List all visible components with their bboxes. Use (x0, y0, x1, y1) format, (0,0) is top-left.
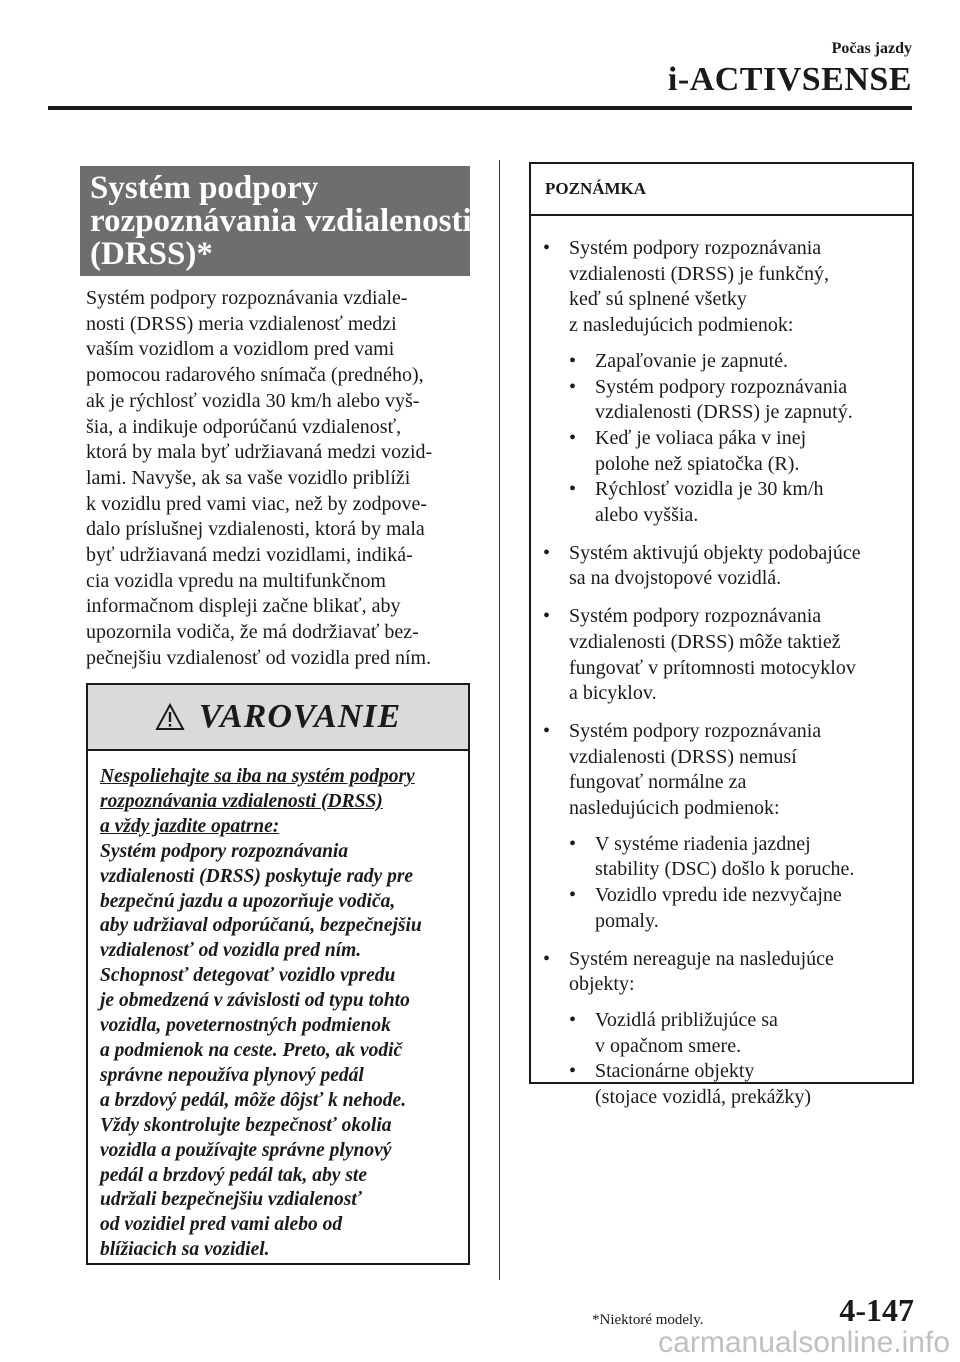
chapter-label: Počas jazdy (831, 40, 912, 57)
intro-line: pečnejšiu vzdialenosť od vozidla pred ním. (86, 646, 432, 669)
note-item-line: Systém podpory rozpoznávania (569, 237, 822, 259)
intro-line: šia, a indikuje odporúčanú vzdialenosť, (86, 415, 402, 438)
section-title-box (80, 166, 470, 276)
warning-line: od vozidiel pred vami alebo od (100, 1214, 343, 1236)
note-title: POZNÁMKA (531, 164, 912, 216)
page-number: 4-147 (839, 1292, 914, 1328)
note-subitem-line: V systéme riadenia jazdnej (595, 832, 811, 855)
note-subitem-line: Vozidlá približujúce sa (595, 1008, 778, 1031)
intro-line: ktorá by mala byť udržiavaná medzi vozid- (86, 441, 433, 464)
note-item-line: sa na dvojstopové vozidlá. (569, 567, 782, 590)
note-subitem-line: Zapaľovanie je zapnuté. (595, 349, 789, 372)
note-subitem-line: Rýchlosť vozidla je 30 km/h (595, 478, 824, 501)
warning-line: vzdialenosť od vozidla pred ním. (100, 940, 362, 962)
note-list (531, 216, 912, 1111)
note-item (543, 604, 912, 707)
note-item-line: Systém nereaguje na nasledujúce (569, 947, 834, 970)
intro-line: nosti (DRSS) meria vzdialenosť medzi (86, 312, 397, 335)
intro-line: ak je rýchlosť vozidla 30 km/h alebo vyš- (86, 389, 420, 412)
note-subitem-line: polohe než spiatočka (R). (595, 452, 800, 475)
note-subitem-line: vzdialenosti (DRSS) je zapnutý. (595, 401, 853, 424)
note-item-line: vzdialenosti (DRSS) môže taktiež (569, 630, 841, 653)
note-item-line: objekty: (569, 973, 635, 996)
intro-line: lami. Navyše, ak sa vaše vozidlo priblíži (86, 466, 411, 489)
note-item-line: a bicyklov. (569, 682, 657, 705)
bullet-icon: • (569, 1008, 577, 1031)
note-subitem (569, 1008, 912, 1059)
warning-title: VAROVANIE (198, 698, 402, 735)
intro-line: informačnom displeji začne blikať, aby (86, 595, 401, 618)
header-rule (48, 106, 912, 110)
note-item-line: Systém podpory rozpoznávania (569, 719, 822, 742)
warning-line: Vždy skontrolujte bezpečnosť okolia (100, 1114, 392, 1136)
note-item (543, 947, 912, 1111)
warning-line: bezpečnú jazdu a upozorňuje vodiča, (100, 890, 396, 912)
watermark: carmanualsonline.info (658, 1326, 950, 1359)
note-subitem-line: stability (DSC) došlo k poruche. (595, 858, 855, 881)
intro-line: upozornila vodiča, že má dodržiavať bez- (86, 621, 419, 644)
bullet-icon: • (569, 478, 577, 501)
note-sublist (569, 349, 912, 529)
note-item (543, 719, 912, 935)
note-subitem (569, 883, 912, 934)
intro-line: Systém podpory rozpoznávania vzdiale- (86, 287, 408, 309)
bullet-icon: • (569, 884, 577, 907)
note-subitem (569, 349, 912, 375)
note-subitem-line: Systém podpory rozpoznávania (595, 375, 848, 398)
note-sublist (569, 832, 912, 935)
note-box (529, 162, 914, 1109)
section-title-line: rozpoznávania vzdialenosti (90, 203, 472, 239)
warning-line: a podmienok na ceste. Preto, ak vodič (100, 1039, 403, 1061)
intro-paragraph (86, 286, 486, 672)
bullet-icon: • (569, 349, 577, 372)
bullet-icon: • (569, 1060, 577, 1083)
bullet-icon: • (543, 237, 551, 259)
warning-heading-line: rozpoznávania vzdialenosti (DRSS) (100, 790, 383, 812)
page-title: i-ACTIVSENSE (667, 61, 912, 98)
note-subitem-line: (stojace vozidlá, prekážky) (595, 1086, 812, 1109)
warning-box (86, 683, 470, 1265)
warning-triangle-icon (155, 703, 185, 731)
note-subitem-line: alebo vyššia. (595, 504, 699, 527)
warning-line: správne nepoužíva plynový pedál (100, 1064, 364, 1086)
footnote: *Niektoré modely. (592, 1312, 704, 1328)
intro-line: byť udržiavaná medzi vozidlami, indiká- (86, 544, 413, 567)
note-item-line: Systém podpory rozpoznávania (569, 605, 822, 628)
note-item-line: fungovať v prítomnosti motocyklov (569, 656, 856, 679)
note-item-line: keď sú splnené všetky (569, 288, 747, 311)
warning-line: je obmedzená v závislosti od typu tohto (100, 990, 410, 1012)
note-item (543, 236, 912, 529)
bullet-icon: • (543, 719, 551, 742)
bullet-icon: • (569, 375, 577, 398)
note-subitem-line: Keď je voliaca páka v inej (595, 426, 807, 449)
warning-line: vozidla a používajte správne plynový (100, 1139, 392, 1161)
note-subitem-line: Stacionárne objekty (595, 1060, 755, 1083)
bullet-icon: • (569, 832, 577, 855)
column-divider (499, 160, 500, 1280)
intro-line: dalo príslušnej vzdialenosti, ktorá by mala (86, 518, 425, 541)
bullet-icon: • (543, 541, 551, 564)
warning-line: pedál a brzdový pedál tak, aby ste (100, 1164, 367, 1186)
warning-line: udržali bezpečnejšiu vzdialenosť (100, 1189, 362, 1211)
warning-line: vozidla, poveternostných podmienok (100, 1015, 391, 1037)
note-sublist (569, 1008, 912, 1111)
note-subitem (569, 477, 912, 528)
note-item-line: nasledujúcich podmienok: (569, 797, 780, 820)
note-subitem (569, 375, 912, 426)
note-item-line: vzdialenosti (DRSS) nemusí (569, 745, 797, 768)
note-item-line: vzdialenosti (DRSS) je funkčný, (569, 262, 829, 285)
warning-line: vzdialenosti (DRSS) poskytuje rady pre (100, 865, 414, 887)
warning-header (88, 685, 468, 751)
bullet-icon: • (543, 605, 551, 628)
section-title-line: (DRSS)* (90, 236, 213, 272)
section-title-line: Systém podpory (90, 170, 319, 206)
note-subitem (569, 426, 912, 477)
note-subitem (569, 1059, 912, 1110)
intro-line: k vozidlu pred vami viac, než by zodpove- (86, 492, 427, 515)
warning-heading-line: Nespoliehajte sa iba na systém podpory (100, 766, 415, 787)
note-item-line: fungovať normálne za (569, 771, 747, 794)
intro-line: vaším vozidlom a vozidlom pred vami (86, 338, 395, 361)
note-subitem-line: pomaly. (595, 909, 659, 932)
note-item-line: z nasledujúcich podmienok: (569, 314, 794, 337)
intro-line: cia vozidla vpredu na multifunkčnom (86, 569, 386, 592)
intro-line: pomocou radarového snímača (predného), (86, 364, 424, 387)
warning-body (88, 751, 468, 1263)
note-subitem-line: Vozidlo vpredu ide nezvyčajne (595, 884, 842, 907)
note-item-line: Systém aktivujú objekty podobajúce (569, 541, 861, 564)
bullet-icon: • (543, 947, 551, 970)
bullet-icon: • (569, 426, 577, 449)
warning-line: Systém podpory rozpoznávania (100, 840, 349, 862)
note-item (543, 541, 912, 592)
warning-line: blížiacich sa vozidiel. (100, 1239, 270, 1261)
warning-line: Schopnosť detegovať vozidlo vpredu (100, 965, 396, 987)
warning-heading-line: a vždy jazdite opatrne: (100, 815, 280, 837)
note-subitem (569, 832, 912, 883)
warning-line: aby udržiaval odporúčanú, bezpečnejšiu (100, 915, 422, 937)
warning-line: a brzdový pedál, môže dôjsť k nehode. (100, 1089, 407, 1111)
note-subitem-line: v opačnom smere. (595, 1034, 742, 1057)
